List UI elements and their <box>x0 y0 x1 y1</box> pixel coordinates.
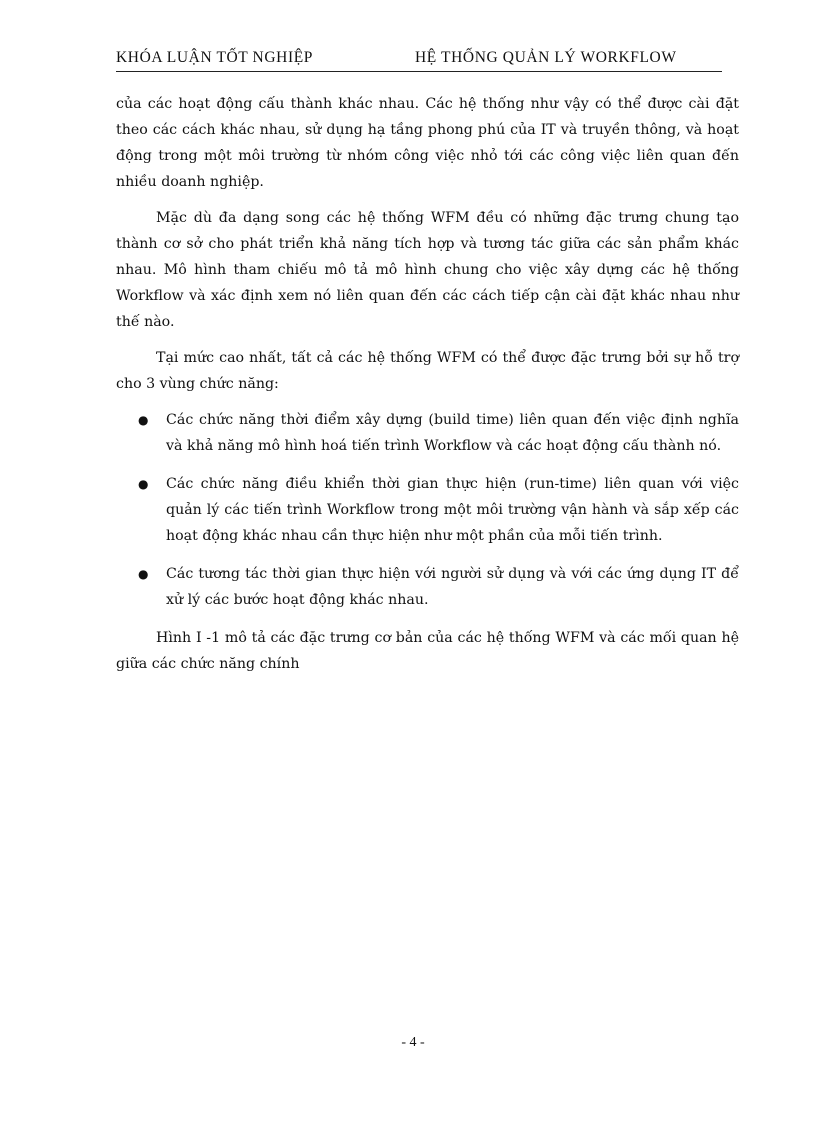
header-left-title: KHÓA LUẬN TỐT NGHIỆP <box>116 49 313 66</box>
page-number: - 4 - <box>401 1035 425 1050</box>
paragraph-highest-level: Tại mức cao nhất, tất cả các hệ thống WFM có thể được đặc trưng bởi sự hỗ trợ cho 3 vùng chức năng: <box>116 350 739 392</box>
list-item <box>116 407 739 459</box>
paragraph-figure-reference: Hình I -1 mô tả các đặc trưng cơ bản của các hệ thống WFM và các mối quan hệ giữa các chức năng chính <box>116 630 739 672</box>
function-areas-list <box>116 407 739 613</box>
document-body <box>116 91 739 687</box>
header-right-title: HỆ THỐNG QUẢN LÝ WORKFLOW <box>415 49 677 66</box>
list-item-text: Các chức năng điều khiển thời gian thực hiện (run-time) liên quan với việc quản lý các tiến trình Workflow trong một môi trường vận hành và sắp xếp các hoạt động khác nhau cần thực hiện như một phần của mỗi tiến trình. <box>166 476 739 544</box>
bullet-icon: ● <box>138 477 149 491</box>
paragraph-wfm-diversity: Mặc dù đa dạng song các hệ thống WFM đều có những đặc trưng chung tạo thành cơ sở cho phát triển khả năng tích hợp và tương tác giữa các sản phẩm khác nhau. Mô hình tham chiếu mô tả mô hình chung cho việc xây dựng các hệ thống Workflow và xác định xem nó liên quan đến các cách tiếp cận cài đặt khác nhau như thế nào. <box>116 210 739 330</box>
bullet-icon: ● <box>138 413 149 427</box>
page-header <box>116 49 722 72</box>
list-item <box>116 561 739 613</box>
bullet-icon: ● <box>138 567 149 581</box>
list-item <box>116 471 739 549</box>
list-item-text: Các tương tác thời gian thực hiện với người sử dụng và với các ứng dụng IT để xử lý các bước hoạt động khác nhau. <box>166 566 739 608</box>
paragraph-continuation: của các hoạt động cấu thành khác nhau. Các hệ thống như vậy có thể được cài đặt theo các cách khác nhau, sử dụng hạ tầng phong phú của IT và truyền thông, và hoạt động trong một môi trường từ nhóm công việc nhỏ tới các công việc liên quan đến nhiều doanh nghiệp. <box>116 96 739 190</box>
list-item-text: Các chức năng thời điểm xây dựng (build time) liên quan đến việc định nghĩa và khả năng mô hình hoá tiến trình Workflow và các hoạt động cấu thành nó. <box>166 412 739 454</box>
